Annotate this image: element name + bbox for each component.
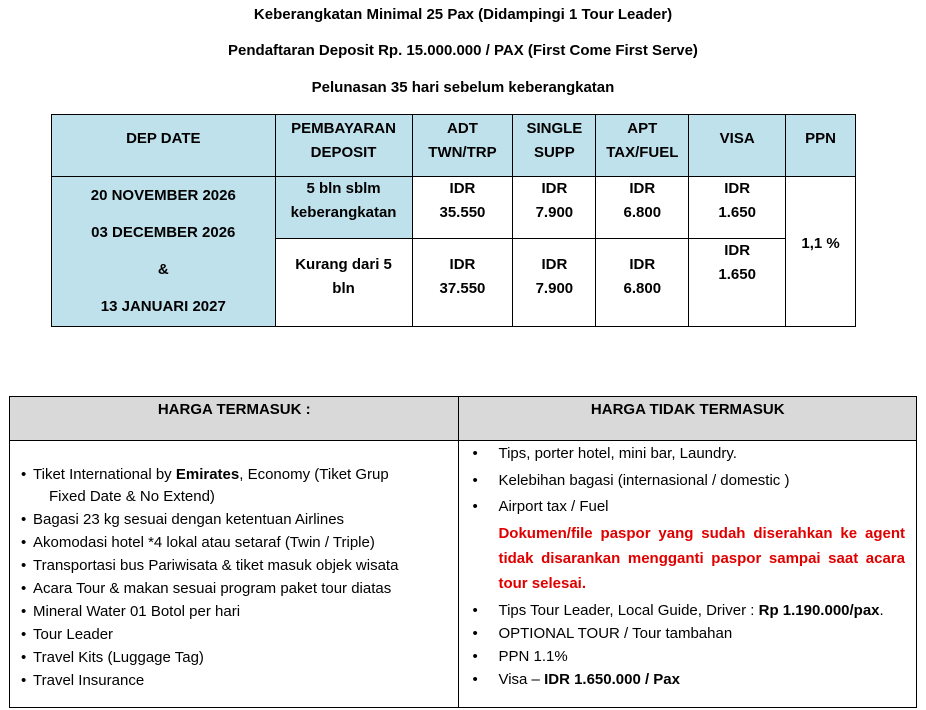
single-supp-header: SINGLE SUPP — [513, 115, 596, 177]
list-item: • Travel Kits (Luggage Tag) — [11, 646, 457, 669]
dep-date-1: 20 NOVEMBER 2026 — [90, 187, 236, 204]
includes-list — [11, 463, 457, 692]
list-item: • Akomodasi hotel *4 lokal atau setaraf (Twin / Triple) — [11, 531, 457, 554]
apt-price-1: IDR 6.800 — [596, 177, 689, 239]
apt-price-2: IDR 6.800 — [596, 239, 689, 327]
dep-date-header: DEP DATE — [52, 115, 276, 177]
list-item: • Mineral Water 01 Botol per hari — [11, 600, 457, 623]
includes-cell — [10, 441, 459, 708]
deposit-header: PEMBAYARAN DEPOSIT — [275, 115, 412, 177]
inclusions-table — [9, 396, 917, 708]
price-table-header-row — [52, 115, 856, 177]
list-item: • Tour Leader — [11, 623, 457, 646]
adt-header: ADT TWN/TRP — [412, 115, 513, 177]
dep-date-3: 13 JANUARI 2027 — [100, 298, 226, 315]
excludes-cell — [459, 441, 917, 708]
visa-price-2: IDR 1.650 — [689, 239, 786, 327]
list-item: • Tips Tour Leader, Local Guide, Driver : Rp 1.190.000/pax. — [460, 598, 915, 622]
passport-warning: Dokumen/file paspor yang sudah diserahkan ke agent tidak disarankan mengganti paspor sampai saat acara tour selesai. — [498, 524, 905, 592]
dep-date-2: 03 DECEMBER 2026 — [91, 224, 236, 241]
list-item: • Airport tax / Fuel — [460, 494, 915, 521]
header-line-1: Keberangkatan Minimal 25 Pax (Didampingi 1 Tour Leader) — [253, 6, 673, 23]
list-item: • Visa – IDR 1.650.000 / Pax — [460, 668, 915, 691]
list-item: • Bagasi 23 kg sesuai dengan ketentuan Airlines — [11, 508, 457, 531]
dep-dates-cell — [52, 177, 276, 327]
deposit-5bln: 5 bln sblm keberangkatan — [275, 177, 412, 239]
excludes-list — [460, 441, 915, 521]
list-item: • Transportasi bus Pariwisata & tiket masuk objek wisata — [11, 554, 457, 577]
adt-price-1: IDR 35.550 — [412, 177, 513, 239]
excludes-title: HARGA TIDAK TERMASUK — [459, 397, 917, 441]
list-item: • PPN 1.1% — [460, 645, 915, 668]
includes-title: HARGA TERMASUK : — [10, 397, 459, 441]
list-item: • Travel Insurance — [11, 669, 457, 692]
list-item-continuation: Fixed Date & No Extend) — [49, 488, 215, 505]
adt-price-2: IDR 37.550 — [412, 239, 513, 327]
price-table — [51, 114, 856, 327]
dep-date-and: & — [157, 261, 169, 278]
apt-tax-header: APT TAX/FUEL — [596, 115, 689, 177]
deposit-kurang-5bln: Kurang dari 5 bln — [275, 239, 412, 327]
list-item: • Tips, porter hotel, mini bar, Laundry. — [460, 441, 915, 468]
inclusions-header-row — [10, 397, 917, 441]
single-price-1: IDR 7.900 — [513, 177, 596, 239]
ppn-value-cell: 1,1 % — [786, 177, 856, 327]
visa-header: VISA — [689, 115, 786, 177]
ppn-header: PPN — [786, 115, 856, 177]
list-item: • Tiket International by Emirates, Economy (Tiket Grup — [11, 463, 457, 486]
list-item: • Kelebihan bagasi (internasional / domestic ) — [460, 468, 915, 495]
price-row-1 — [52, 177, 856, 239]
inclusions-body-row — [10, 441, 917, 708]
single-price-2: IDR 7.900 — [513, 239, 596, 327]
list-item: • OPTIONAL TOUR / Tour tambahan — [460, 622, 915, 645]
list-item: • Acara Tour & makan sesuai program paket tour diatas — [11, 577, 457, 600]
visa-price-1: IDR 1.650 — [689, 177, 786, 239]
header-line-3: Pelunasan 35 hari sebelum keberangkatan — [311, 79, 615, 96]
header-line-2: Pendaftaran Deposit Rp. 15.000.000 / PAX (First Come First Serve) — [228, 42, 698, 59]
excludes-list-2 — [460, 598, 915, 691]
